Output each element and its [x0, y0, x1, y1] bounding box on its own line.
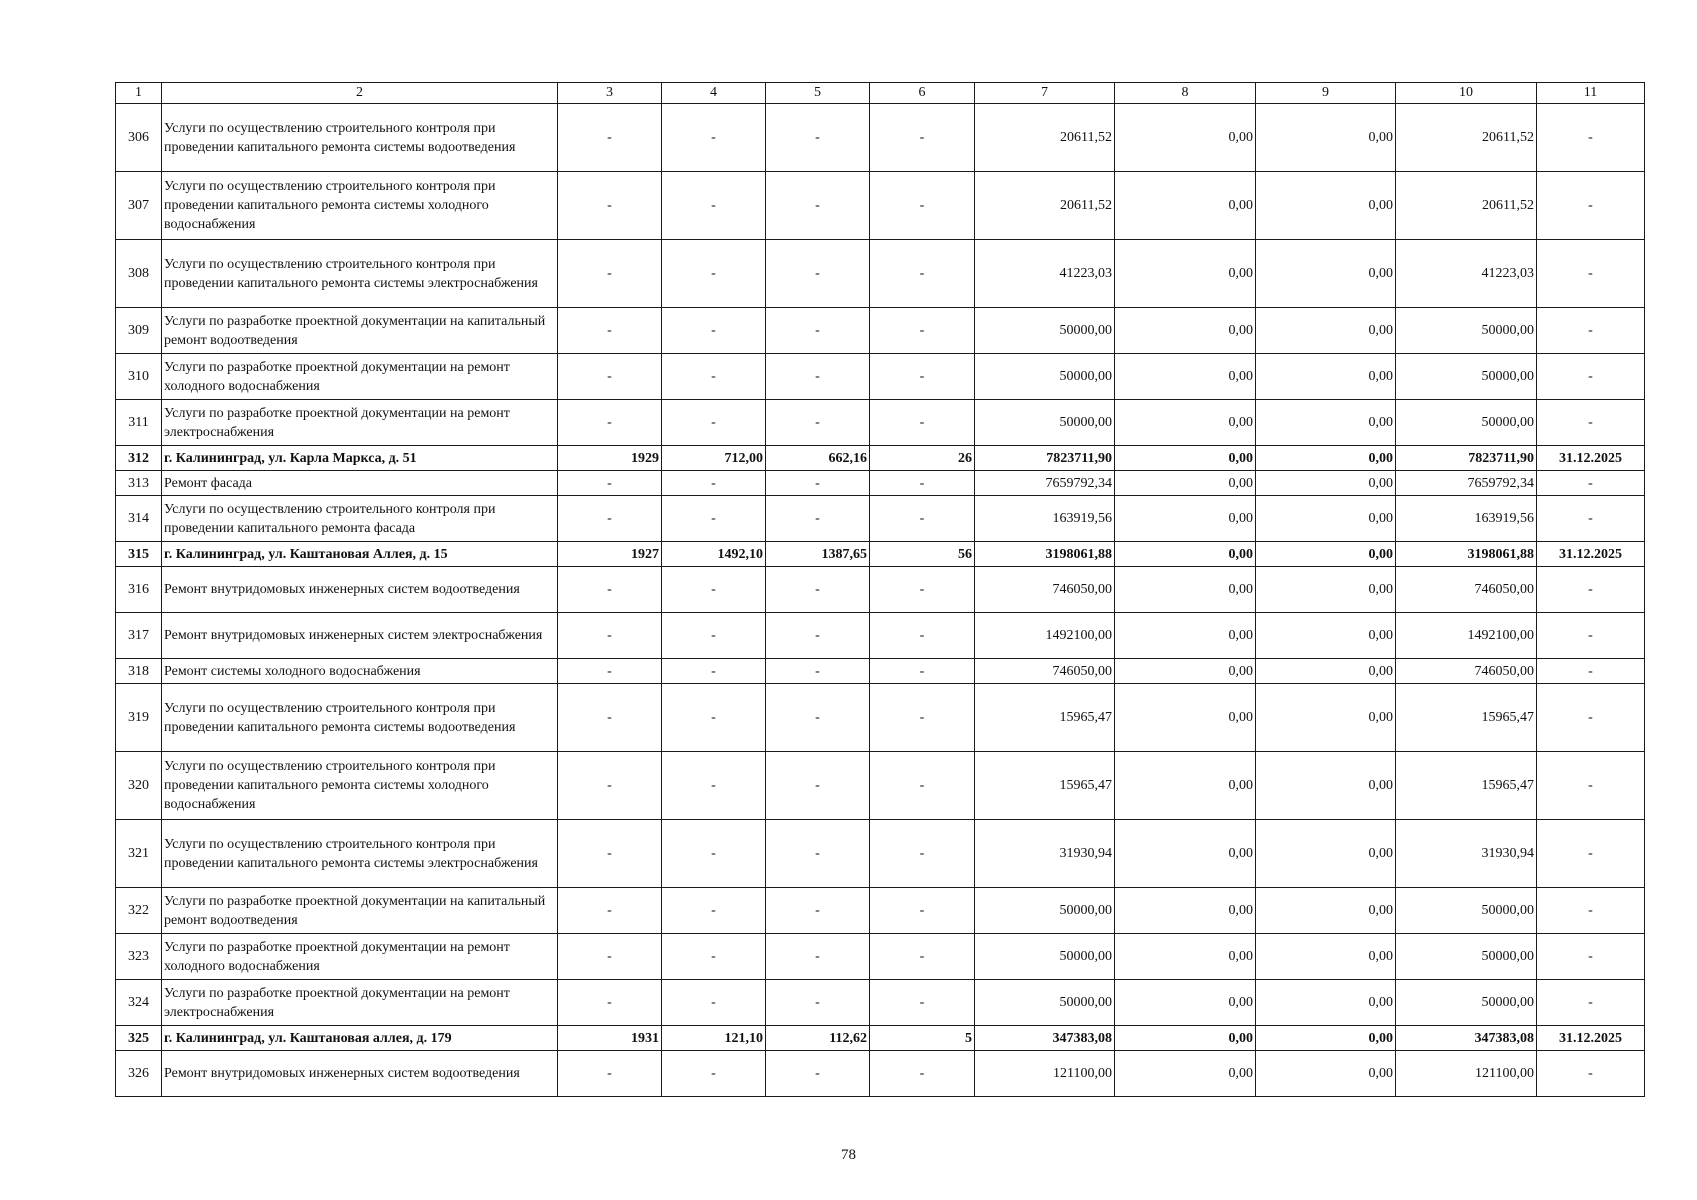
- row-area-living: -: [766, 104, 870, 172]
- column-header: 1: [116, 83, 162, 104]
- row-deadline: -: [1537, 354, 1645, 400]
- row-fund-b: 0,00: [1256, 240, 1396, 308]
- row-residents: -: [870, 820, 975, 888]
- row-number: 321: [116, 820, 162, 888]
- table-row: [116, 1051, 1645, 1097]
- row-area-total: -: [662, 820, 766, 888]
- row-fund-own: 41223,03: [1396, 240, 1537, 308]
- row-area-total: -: [662, 888, 766, 934]
- row-fund-a: 0,00: [1115, 354, 1256, 400]
- table-row: [116, 496, 1645, 542]
- row-deadline: -: [1537, 240, 1645, 308]
- row-total-cost: 7659792,34: [975, 471, 1115, 496]
- row-description: Ремонт внутридомовых инженерных систем водоотведения: [162, 567, 558, 613]
- row-number: 313: [116, 471, 162, 496]
- row-fund-own: 31930,94: [1396, 820, 1537, 888]
- row-area-living: -: [766, 934, 870, 980]
- table-row: [116, 172, 1645, 240]
- row-deadline: -: [1537, 308, 1645, 354]
- row-fund-a: 0,00: [1115, 567, 1256, 613]
- row-total-cost: 50000,00: [975, 308, 1115, 354]
- row-number: 309: [116, 308, 162, 354]
- table-body: [116, 104, 1645, 1097]
- row-fund-b: 0,00: [1256, 659, 1396, 684]
- row-fund-own: 15965,47: [1396, 752, 1537, 820]
- table-row: [116, 542, 1645, 567]
- row-number: 315: [116, 542, 162, 567]
- row-fund-own: 50000,00: [1396, 888, 1537, 934]
- row-residents: -: [870, 496, 975, 542]
- row-area-total: -: [662, 471, 766, 496]
- row-description: Услуги по осуществлению строительного контроля при проведении капитального ремонта системы электроснабжения: [162, 820, 558, 888]
- row-residents: -: [870, 308, 975, 354]
- row-number: 310: [116, 354, 162, 400]
- row-year: -: [558, 567, 662, 613]
- column-header: 11: [1537, 83, 1645, 104]
- row-fund-own: 163919,56: [1396, 496, 1537, 542]
- row-number: 324: [116, 980, 162, 1026]
- row-residents: -: [870, 752, 975, 820]
- row-fund-a: 0,00: [1115, 684, 1256, 752]
- row-deadline: -: [1537, 980, 1645, 1026]
- row-fund-own: 50000,00: [1396, 980, 1537, 1026]
- row-number: 317: [116, 613, 162, 659]
- row-deadline: -: [1537, 752, 1645, 820]
- row-fund-b: 0,00: [1256, 684, 1396, 752]
- row-total-cost: 50000,00: [975, 934, 1115, 980]
- table-row: [116, 354, 1645, 400]
- row-total-cost: 50000,00: [975, 354, 1115, 400]
- table-row: [116, 659, 1645, 684]
- table-row: [116, 820, 1645, 888]
- row-year: -: [558, 354, 662, 400]
- table-row: [116, 308, 1645, 354]
- row-year: -: [558, 934, 662, 980]
- table-row: [116, 980, 1645, 1026]
- row-total-cost: 50000,00: [975, 888, 1115, 934]
- row-fund-own: 121100,00: [1396, 1051, 1537, 1097]
- row-fund-a: 0,00: [1115, 613, 1256, 659]
- row-total-cost: 20611,52: [975, 104, 1115, 172]
- row-total-cost: 746050,00: [975, 659, 1115, 684]
- row-area-living: -: [766, 684, 870, 752]
- row-area-total: -: [662, 400, 766, 446]
- column-header: 5: [766, 83, 870, 104]
- table-row: [116, 400, 1645, 446]
- row-year: -: [558, 820, 662, 888]
- row-description: Услуги по осуществлению строительного контроля при проведении капитального ремонта системы электроснабжения: [162, 240, 558, 308]
- row-number: 314: [116, 496, 162, 542]
- row-area-total: -: [662, 240, 766, 308]
- row-fund-b: 0,00: [1256, 496, 1396, 542]
- row-fund-a: 0,00: [1115, 659, 1256, 684]
- row-description: Услуги по осуществлению строительного контроля при проведении капитального ремонта системы водоотведения: [162, 684, 558, 752]
- row-area-living: 112,62: [766, 1026, 870, 1051]
- row-fund-b: 0,00: [1256, 888, 1396, 934]
- row-fund-b: 0,00: [1256, 308, 1396, 354]
- row-area-living: -: [766, 400, 870, 446]
- row-fund-own: 347383,08: [1396, 1026, 1537, 1051]
- row-description: Услуги по осуществлению строительного контроля при проведении капитального ремонта системы водоотведения: [162, 104, 558, 172]
- row-number: 316: [116, 567, 162, 613]
- row-number: 312: [116, 446, 162, 471]
- row-deadline: -: [1537, 659, 1645, 684]
- row-residents: -: [870, 567, 975, 613]
- row-total-cost: 347383,08: [975, 1026, 1115, 1051]
- row-deadline: -: [1537, 104, 1645, 172]
- row-area-living: -: [766, 240, 870, 308]
- row-fund-a: 0,00: [1115, 240, 1256, 308]
- row-number: 323: [116, 934, 162, 980]
- row-fund-a: 0,00: [1115, 496, 1256, 542]
- row-fund-own: 50000,00: [1396, 934, 1537, 980]
- row-total-cost: 15965,47: [975, 684, 1115, 752]
- row-area-total: -: [662, 613, 766, 659]
- row-deadline: -: [1537, 888, 1645, 934]
- row-fund-b: 0,00: [1256, 934, 1396, 980]
- row-year: -: [558, 496, 662, 542]
- row-year: -: [558, 240, 662, 308]
- row-description: Услуги по осуществлению строительного контроля при проведении капитального ремонта фасада: [162, 496, 558, 542]
- row-description: Ремонт внутридомовых инженерных систем водоотведения: [162, 1051, 558, 1097]
- row-fund-own: 50000,00: [1396, 354, 1537, 400]
- row-fund-b: 0,00: [1256, 752, 1396, 820]
- row-fund-own: 1492100,00: [1396, 613, 1537, 659]
- row-year: -: [558, 659, 662, 684]
- row-area-total: -: [662, 659, 766, 684]
- row-area-total: -: [662, 1051, 766, 1097]
- row-area-total: -: [662, 308, 766, 354]
- row-description: г. Калининград, ул. Каштановая аллея, д. 179: [162, 1026, 558, 1051]
- table-row: [116, 613, 1645, 659]
- row-area-total: -: [662, 567, 766, 613]
- row-fund-b: 0,00: [1256, 567, 1396, 613]
- row-description: Услуги по разработке проектной документации на ремонт электроснабжения: [162, 980, 558, 1026]
- row-year: -: [558, 613, 662, 659]
- row-total-cost: 41223,03: [975, 240, 1115, 308]
- table-row: [116, 567, 1645, 613]
- row-fund-a: 0,00: [1115, 400, 1256, 446]
- row-fund-a: 0,00: [1115, 104, 1256, 172]
- column-header: 8: [1115, 83, 1256, 104]
- row-fund-b: 0,00: [1256, 446, 1396, 471]
- row-area-living: -: [766, 172, 870, 240]
- row-number: 308: [116, 240, 162, 308]
- row-number: 326: [116, 1051, 162, 1097]
- row-area-total: -: [662, 104, 766, 172]
- row-residents: -: [870, 354, 975, 400]
- row-residents: 56: [870, 542, 975, 567]
- row-number: 325: [116, 1026, 162, 1051]
- table-row: [116, 471, 1645, 496]
- row-area-total: -: [662, 934, 766, 980]
- row-deadline: -: [1537, 613, 1645, 659]
- row-fund-own: 50000,00: [1396, 400, 1537, 446]
- row-area-total: -: [662, 684, 766, 752]
- column-header: 2: [162, 83, 558, 104]
- row-number: 318: [116, 659, 162, 684]
- row-area-living: -: [766, 888, 870, 934]
- row-fund-own: 3198061,88: [1396, 542, 1537, 567]
- row-year: -: [558, 980, 662, 1026]
- row-fund-a: 0,00: [1115, 980, 1256, 1026]
- row-area-living: -: [766, 752, 870, 820]
- row-fund-a: 0,00: [1115, 542, 1256, 567]
- row-description: Услуги по разработке проектной документации на ремонт холодного водоснабжения: [162, 934, 558, 980]
- row-year: -: [558, 308, 662, 354]
- row-area-living: -: [766, 613, 870, 659]
- column-header: 10: [1396, 83, 1537, 104]
- row-description: Услуги по разработке проектной документации на ремонт холодного водоснабжения: [162, 354, 558, 400]
- row-fund-own: 15965,47: [1396, 684, 1537, 752]
- row-total-cost: 121100,00: [975, 1051, 1115, 1097]
- row-area-total: -: [662, 172, 766, 240]
- table-row: [116, 888, 1645, 934]
- row-fund-b: 0,00: [1256, 542, 1396, 567]
- row-fund-b: 0,00: [1256, 820, 1396, 888]
- row-area-living: -: [766, 354, 870, 400]
- row-year: -: [558, 471, 662, 496]
- row-year: 1931: [558, 1026, 662, 1051]
- row-residents: -: [870, 240, 975, 308]
- column-header: 4: [662, 83, 766, 104]
- row-description: Ремонт фасада: [162, 471, 558, 496]
- row-deadline: -: [1537, 400, 1645, 446]
- row-fund-a: 0,00: [1115, 1051, 1256, 1097]
- row-residents: -: [870, 888, 975, 934]
- row-total-cost: 50000,00: [975, 400, 1115, 446]
- row-total-cost: 746050,00: [975, 567, 1115, 613]
- table-row: [116, 752, 1645, 820]
- row-total-cost: 7823711,90: [975, 446, 1115, 471]
- row-area-total: -: [662, 980, 766, 1026]
- row-area-living: -: [766, 308, 870, 354]
- row-residents: -: [870, 684, 975, 752]
- row-deadline: -: [1537, 172, 1645, 240]
- row-residents: -: [870, 1051, 975, 1097]
- row-description: Услуги по разработке проектной документации на ремонт электроснабжения: [162, 400, 558, 446]
- column-header: 3: [558, 83, 662, 104]
- row-area-total: 1492,10: [662, 542, 766, 567]
- row-year: 1927: [558, 542, 662, 567]
- row-fund-a: 0,00: [1115, 1026, 1256, 1051]
- row-residents: -: [870, 104, 975, 172]
- row-fund-b: 0,00: [1256, 1051, 1396, 1097]
- row-fund-b: 0,00: [1256, 1026, 1396, 1051]
- row-fund-a: 0,00: [1115, 888, 1256, 934]
- row-fund-a: 0,00: [1115, 446, 1256, 471]
- row-total-cost: 50000,00: [975, 980, 1115, 1026]
- row-description: г. Калининград, ул. Каштановая Аллея, д. 15: [162, 542, 558, 567]
- row-number: 307: [116, 172, 162, 240]
- row-deadline: 31.12.2025: [1537, 1026, 1645, 1051]
- row-area-total: -: [662, 354, 766, 400]
- row-description: Ремонт внутридомовых инженерных систем электроснабжения: [162, 613, 558, 659]
- row-total-cost: 20611,52: [975, 172, 1115, 240]
- row-area-living: 662,16: [766, 446, 870, 471]
- row-residents: -: [870, 659, 975, 684]
- column-header: 6: [870, 83, 975, 104]
- row-description: Ремонт системы холодного водоснабжения: [162, 659, 558, 684]
- row-fund-a: 0,00: [1115, 934, 1256, 980]
- row-total-cost: 1492100,00: [975, 613, 1115, 659]
- row-fund-b: 0,00: [1256, 471, 1396, 496]
- table-row: [116, 1026, 1645, 1051]
- row-residents: -: [870, 934, 975, 980]
- row-fund-a: 0,00: [1115, 752, 1256, 820]
- row-total-cost: 163919,56: [975, 496, 1115, 542]
- row-year: -: [558, 752, 662, 820]
- row-area-total: -: [662, 496, 766, 542]
- row-deadline: 31.12.2025: [1537, 446, 1645, 471]
- row-area-living: -: [766, 496, 870, 542]
- row-residents: -: [870, 400, 975, 446]
- row-fund-b: 0,00: [1256, 980, 1396, 1026]
- row-fund-a: 0,00: [1115, 172, 1256, 240]
- row-total-cost: 15965,47: [975, 752, 1115, 820]
- header-row: [116, 83, 1645, 104]
- row-fund-own: 7659792,34: [1396, 471, 1537, 496]
- row-fund-b: 0,00: [1256, 104, 1396, 172]
- row-residents: 26: [870, 446, 975, 471]
- row-residents: -: [870, 471, 975, 496]
- row-fund-own: 7823711,90: [1396, 446, 1537, 471]
- table-row: [116, 684, 1645, 752]
- row-description: Услуги по осуществлению строительного контроля при проведении капитального ремонта системы холодного водоснабжения: [162, 752, 558, 820]
- row-area-living: -: [766, 471, 870, 496]
- row-deadline: -: [1537, 471, 1645, 496]
- row-area-total: 121,10: [662, 1026, 766, 1051]
- table-row: [116, 240, 1645, 308]
- row-deadline: -: [1537, 820, 1645, 888]
- row-deadline: -: [1537, 1051, 1645, 1097]
- row-fund-own: 50000,00: [1396, 308, 1537, 354]
- row-deadline: -: [1537, 567, 1645, 613]
- row-fund-own: 20611,52: [1396, 172, 1537, 240]
- row-year: -: [558, 684, 662, 752]
- row-fund-a: 0,00: [1115, 471, 1256, 496]
- row-fund-b: 0,00: [1256, 613, 1396, 659]
- row-total-cost: 31930,94: [975, 820, 1115, 888]
- row-year: -: [558, 1051, 662, 1097]
- page-number: 78: [841, 1147, 856, 1163]
- row-area-living: -: [766, 659, 870, 684]
- row-deadline: -: [1537, 496, 1645, 542]
- row-description: г. Калининград, ул. Карла Маркса, д. 51: [162, 446, 558, 471]
- row-description: Услуги по разработке проектной документации на капитальный ремонт водоотведения: [162, 308, 558, 354]
- row-number: 311: [116, 400, 162, 446]
- row-area-living: -: [766, 820, 870, 888]
- row-residents: -: [870, 980, 975, 1026]
- row-residents: -: [870, 172, 975, 240]
- row-deadline: 31.12.2025: [1537, 542, 1645, 567]
- row-residents: 5: [870, 1026, 975, 1051]
- row-deadline: -: [1537, 934, 1645, 980]
- row-fund-own: 20611,52: [1396, 104, 1537, 172]
- row-residents: -: [870, 613, 975, 659]
- column-header: 9: [1256, 83, 1396, 104]
- row-number: 306: [116, 104, 162, 172]
- row-fund-a: 0,00: [1115, 308, 1256, 354]
- table-row: [116, 934, 1645, 980]
- row-description: Услуги по осуществлению строительного контроля при проведении капитального ремонта системы холодного водоснабжения: [162, 172, 558, 240]
- row-number: 319: [116, 684, 162, 752]
- row-deadline: -: [1537, 684, 1645, 752]
- row-fund-b: 0,00: [1256, 172, 1396, 240]
- column-header: 7: [975, 83, 1115, 104]
- row-area-living: -: [766, 980, 870, 1026]
- row-number: 320: [116, 752, 162, 820]
- row-number: 322: [116, 888, 162, 934]
- row-year: -: [558, 400, 662, 446]
- row-total-cost: 3198061,88: [975, 542, 1115, 567]
- row-description: Услуги по разработке проектной документации на капитальный ремонт водоотведения: [162, 888, 558, 934]
- row-area-living: 1387,65: [766, 542, 870, 567]
- row-area-living: -: [766, 567, 870, 613]
- row-fund-b: 0,00: [1256, 354, 1396, 400]
- row-area-living: -: [766, 1051, 870, 1097]
- row-year: -: [558, 172, 662, 240]
- row-fund-b: 0,00: [1256, 400, 1396, 446]
- row-area-total: -: [662, 752, 766, 820]
- table-row: [116, 446, 1645, 471]
- row-fund-a: 0,00: [1115, 820, 1256, 888]
- row-area-total: 712,00: [662, 446, 766, 471]
- row-year: 1929: [558, 446, 662, 471]
- row-fund-own: 746050,00: [1396, 567, 1537, 613]
- row-year: -: [558, 888, 662, 934]
- row-fund-own: 746050,00: [1396, 659, 1537, 684]
- row-year: -: [558, 104, 662, 172]
- table-row: [116, 104, 1645, 172]
- data-table: [115, 82, 1645, 1097]
